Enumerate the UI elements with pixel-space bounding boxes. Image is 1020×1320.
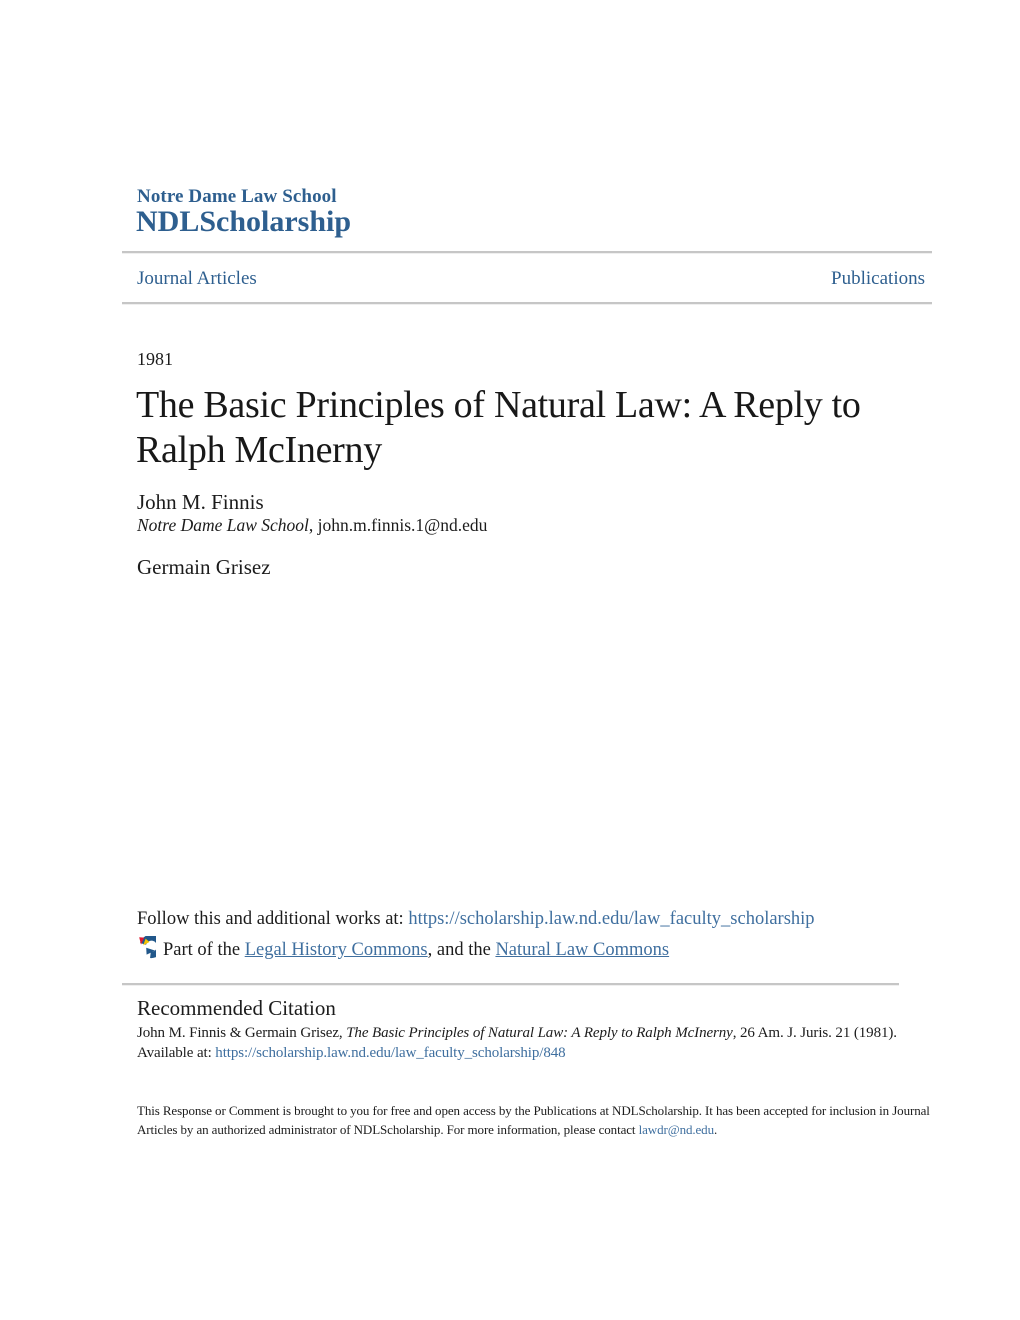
institution-name: Notre Dame Law School xyxy=(137,186,337,207)
part-of-middle: , and the xyxy=(427,940,496,960)
citation-available-line xyxy=(137,1044,897,1064)
series-url-link[interactable]: https://scholarship.law.nd.edu/law_faculty_scholarship xyxy=(408,909,815,929)
part-of-prefix: Part of the xyxy=(163,940,245,960)
author-affiliation-line xyxy=(137,515,487,536)
citation-line xyxy=(137,1024,897,1044)
natural-law-commons-link[interactable]: Natural Law Commons xyxy=(495,940,670,960)
follow-works-label: Follow this and additional works at: xyxy=(137,909,409,929)
citation-title-italic: The Basic Principles of Natural Law: A Reply to Ralph McInerny xyxy=(346,1025,733,1041)
citation-journal: , 26 Am. J. Juris. 21 (1981). xyxy=(732,1025,897,1041)
legal-history-commons-link[interactable]: Legal History Commons xyxy=(244,940,428,960)
follow-works-line xyxy=(137,909,815,930)
article-title-line2: Ralph McInerny xyxy=(136,429,382,471)
citation-block xyxy=(137,1024,897,1063)
divider-top xyxy=(122,251,932,254)
access-statement-text: This Response or Comment is brought to you for free and open access by the Publications at NDLScholarship. It has been accepted for inclusion in Journal Articles by an authorized administrator of NDLScholarship. For more information, please contact xyxy=(137,1103,930,1137)
nav-link-journal-articles[interactable]: Journal Articles xyxy=(137,268,257,289)
author-name-grisez: Germain Grisez xyxy=(137,555,271,579)
access-statement xyxy=(137,1102,937,1139)
article-title-line1: The Basic Principles of Natural Law: A Reply to xyxy=(136,384,861,426)
contact-email-link[interactable]: lawdr@nd.edu xyxy=(638,1121,714,1137)
nav-link-publications[interactable]: Publications xyxy=(831,268,925,289)
divider-citation xyxy=(122,983,899,986)
divider-nav xyxy=(122,302,932,305)
author-email: john.m.finnis.1@nd.edu xyxy=(317,515,488,535)
author-name-finnis: John M. Finnis xyxy=(137,490,264,514)
publication-year: 1981 xyxy=(137,349,173,369)
recommended-citation-heading: Recommended Citation xyxy=(137,996,336,1020)
repository-title[interactable]: NDLScholarship xyxy=(136,205,352,238)
available-at-url-link[interactable]: https://scholarship.law.nd.edu/law_faculty_scholarship/848 xyxy=(215,1044,566,1061)
part-of-commons-line xyxy=(163,940,669,961)
citation-authors: John M. Finnis & Germain Grisez, xyxy=(137,1025,347,1041)
digital-commons-network-icon xyxy=(128,936,156,966)
access-statement-period: . xyxy=(714,1121,718,1137)
article-title xyxy=(136,383,861,473)
available-at-label: Available at: xyxy=(137,1044,216,1061)
affiliation-separator: , xyxy=(308,515,318,535)
author-affiliation: Notre Dame Law School xyxy=(137,515,309,535)
